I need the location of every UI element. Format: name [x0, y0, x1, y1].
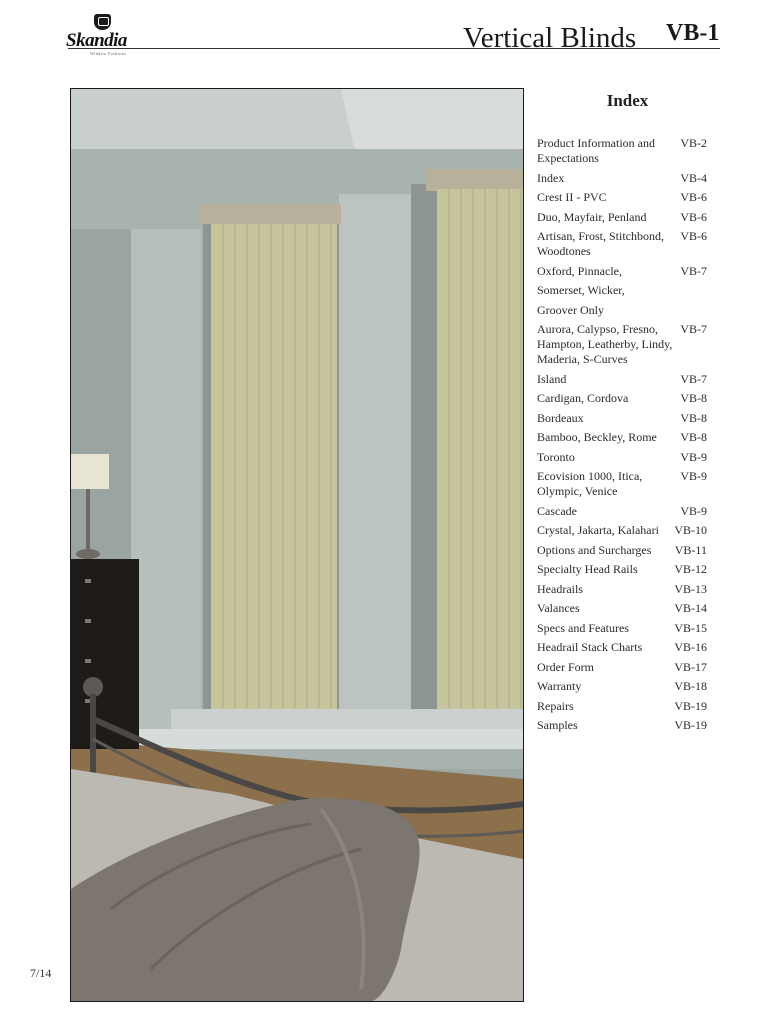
header-divider [68, 48, 720, 49]
index-entry-page: VB-11 [674, 542, 707, 557]
vertical-blind-right [437, 189, 523, 744]
page-code: VB-1 [666, 20, 720, 46]
index-entry-page: VB-8 [680, 430, 707, 444]
room-photo [70, 88, 524, 1002]
index-entry-page: VB-19 [674, 718, 707, 732]
page-title: Vertical Blinds [463, 22, 637, 54]
index-entry [537, 469, 719, 499]
index-entry [537, 171, 719, 186]
index-entry [537, 264, 719, 279]
index-entry [537, 660, 719, 675]
brand-logo [66, 14, 138, 56]
page-number: 7/14 [30, 966, 52, 980]
index-entry [537, 303, 719, 318]
index-entry-page: VB-19 [674, 698, 707, 713]
index-entry-page: VB-13 [674, 581, 707, 596]
index-entry [537, 718, 719, 733]
index-entry [537, 562, 719, 577]
index-entry [537, 322, 719, 367]
index-entry-name: Crystal, Jakarta, Kalahari [537, 523, 659, 537]
index-entry-name: Somerset, Wicker, [537, 283, 625, 297]
index-entry-name: Cardigan, Cordova [537, 391, 629, 405]
index-entry [537, 523, 719, 538]
index-entry [537, 679, 719, 694]
index-entry [537, 391, 719, 406]
index-entry [537, 210, 719, 225]
index-entry [537, 430, 719, 445]
index-entry-page: VB-6 [680, 190, 707, 204]
index-entry-name: Headrails [537, 581, 583, 596]
index-entry-page: VB-8 [680, 410, 707, 425]
index-entry-page: VB-9 [680, 503, 707, 518]
index-entry [537, 283, 719, 298]
index-entry-page: VB-17 [674, 659, 707, 674]
index-entry [537, 543, 719, 558]
brand-seal-icon [94, 14, 111, 30]
index-entry-page: VB-16 [674, 640, 707, 654]
index-entry-name: Repairs [537, 698, 574, 713]
index-entry [537, 229, 719, 259]
index-entry-name: Valances [537, 601, 580, 615]
index-entry-name: Warranty [537, 679, 582, 693]
index-entry-name: Index [537, 170, 565, 185]
index-entry-name: Specs and Features [537, 620, 629, 635]
index-entry-name: Specialty Head Rails [537, 562, 638, 576]
index-entry-page: VB-7 [680, 263, 707, 278]
index-entry-name: Cascade [537, 503, 577, 518]
index-entry-page: VB-2 [680, 136, 707, 150]
index-entry [537, 136, 719, 166]
index-entry-name: Ecovision 1000, Itica, Olympic, Venice [537, 469, 643, 498]
brand-wordmark: Skandia [66, 30, 127, 51]
index-entry-page: VB-7 [680, 322, 707, 336]
index-entry [537, 504, 719, 519]
index-entry-name: Artisan, Frost, Stitchbond, Woodtones [537, 229, 665, 258]
index-entry [537, 450, 719, 465]
index-entry [537, 372, 719, 387]
index-entry-page: VB-8 [680, 391, 707, 405]
index-entry-page: VB-6 [680, 209, 707, 224]
index-entry-page: VB-15 [674, 620, 707, 635]
index-entry [537, 640, 719, 655]
index-entry-page: VB-14 [674, 601, 707, 615]
index-entry-name: Options and Surcharges [537, 542, 652, 557]
index-heading: Index [606, 91, 649, 110]
index-entry [537, 411, 719, 426]
index-entry-page: VB-9 [680, 449, 707, 464]
vertical-blind-left [211, 224, 337, 714]
bedroom-vertical-blinds-photo [71, 89, 523, 1001]
index-entry-name: Groover Only [537, 302, 604, 317]
index-entry [537, 601, 719, 616]
index-entry-name: Toronto [537, 449, 575, 464]
index-entry [537, 190, 719, 205]
index-entry-name: Product Information and Expectations [537, 136, 655, 165]
index-entry-name: Duo, Mayfair, Penland [537, 209, 647, 224]
index-entry [537, 582, 719, 597]
index-entry [537, 621, 719, 636]
index-entry-page: VB-9 [680, 469, 707, 483]
index-entry-name: Crest II - PVC [537, 190, 607, 204]
index-entry-name: Order Form [537, 659, 594, 674]
index-entry-name: Island [537, 371, 567, 386]
index-entry-page: VB-18 [674, 679, 707, 693]
index-entry-page: VB-4 [680, 170, 707, 185]
index-entry-name: Bordeaux [537, 410, 584, 425]
index-entry-page: VB-10 [674, 523, 707, 537]
index-list [537, 136, 719, 738]
index-entry-name: Samples [537, 718, 578, 732]
index-entry [537, 699, 719, 714]
index-entry-name: Headrail Stack Charts [537, 640, 643, 654]
brand-tagline: Window Fashions [90, 51, 127, 56]
index-entry-page: VB-7 [680, 371, 707, 386]
index-entry-name: Bamboo, Beckley, Rome [537, 430, 657, 444]
index-entry-name: Oxford, Pinnacle, [537, 263, 622, 278]
index-entry-page: VB-12 [674, 562, 707, 576]
index-entry-name: Aurora, Calypso, Fresno, Hampton, Leatherby, Lindy, Maderia, S-Curves [537, 322, 673, 366]
index-entry-page: VB-6 [680, 229, 707, 243]
